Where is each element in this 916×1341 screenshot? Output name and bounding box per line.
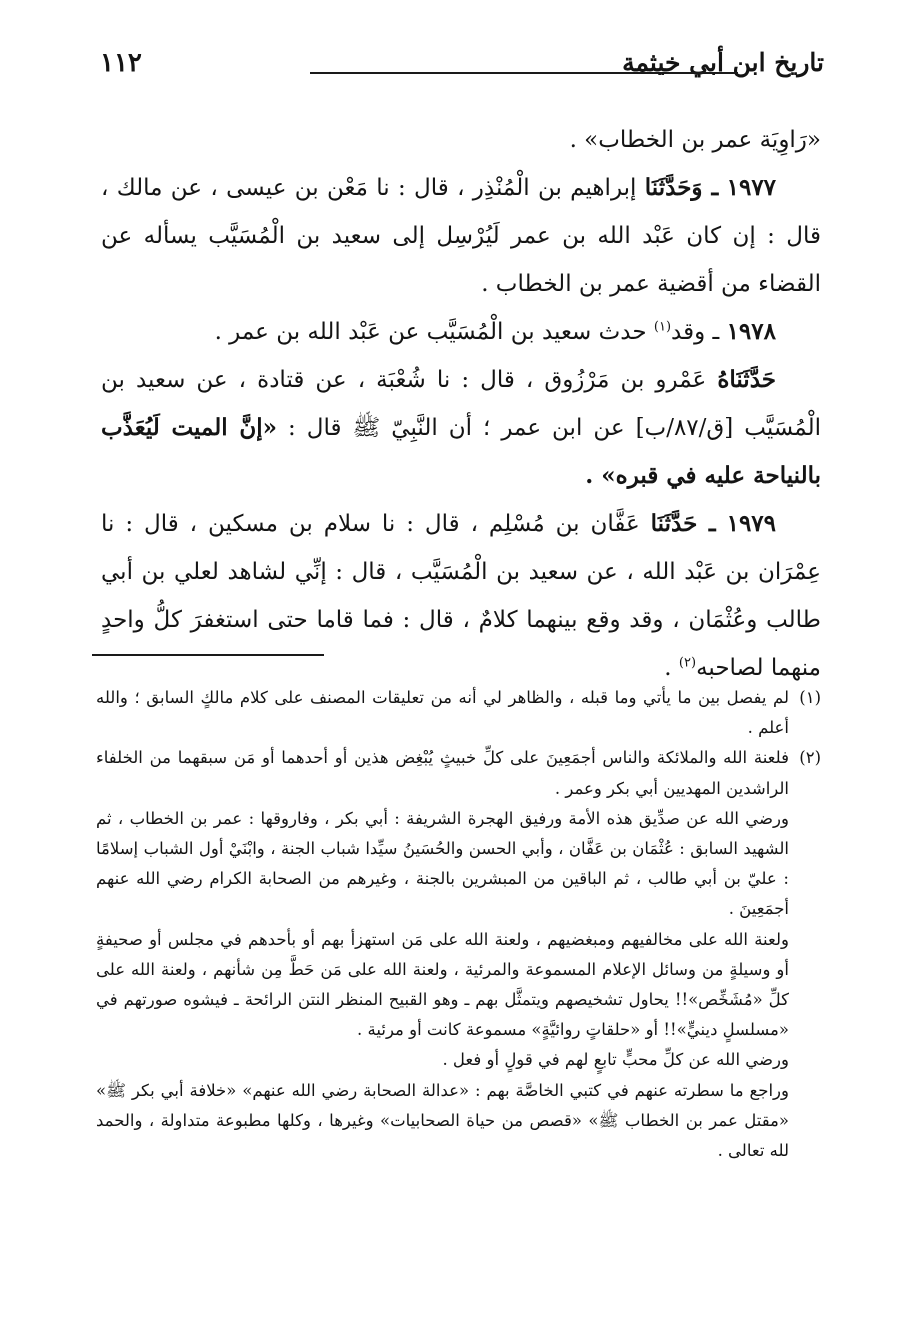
footnote-2-paragraph: ورضي الله عن كلِّ محبٍّ تابعٍ لهم في قولٍ أو فعل .	[442, 1050, 789, 1070]
narration-keyword: ـ وَحَدَّثَنَا	[644, 174, 719, 201]
footnote-2-paragraph: وراجع ما سطرته عنهم في كتبي الخاصَّة بهم : «عدالة الصحابة رضي الله عنهم» «خلافة أبي بكر ﷺ» «مقتل عمر بن الخطاب ﷺ» «قصص من حياة الصحابيات» وغيرها ، وكلها مطبوعة متداولة ، والحمد لله تعالى .	[96, 1080, 789, 1161]
footnote-number: (١)	[799, 688, 821, 707]
entry-number: ١٩٧٩	[726, 510, 777, 537]
footnote-marker: (١)	[653, 319, 672, 335]
footnote-number: (٢)	[799, 748, 821, 768]
main-text	[101, 116, 821, 692]
footnotes	[96, 683, 821, 1166]
entry-1978	[101, 308, 821, 356]
entry-number: ١٩٧٧	[726, 174, 777, 201]
footnote-2-paragraph: ولعنة الله على مخالفيهم ومبغضيهم ، ولعنة الله على مَن استهزأ بهم أو بأحدهم في مجلس أو صحيفةٍ أو وسيلةٍ من وسائل الإعلام المسموعة والمرئية ، ولعنة الله على مَن حَطَّ مِن شأنهم ، ولعنة الله على كلِّ «مُشَخِّص»!! يحاول تشخيصهم ويتمثَّل بهم ـ وهو القبيح المنظر النتن الرائحة ـ فيشوه صورتهم في «مسلسلٍ دينيٍّ»!! أو «حلقاتٍ روائيَّةٍ» مسموعة كانت أو مرئية .	[96, 929, 789, 1040]
footnote-2-paragraph: ورضي الله عن صدِّيق هذه الأمة ورفيق الهجرة الشريفة : أبي بكر ، وفاروقها : عمر بن الخطاب ، ثم الشهيد السابق : عُثْمَان بن عَفَّان ، وأبي الحسن والحُسَينُ سيِّدا شباب الجنة ، وابْنَيْ أول الشباب إسلامًا : عليّ بن أبي طالب ، ثم الباقين من المبشرين بالجنة ، وغيرهم من الصحابة الكرام رضي الله عنهم أجمَعِينَ .	[96, 808, 789, 919]
running-header-title: تاريخ ابن أبي خيثمة	[622, 48, 824, 77]
entry-1977	[101, 164, 821, 308]
page-number: ١١٢	[100, 48, 142, 78]
entry-text: عَمْرو بن مَرْزُوق ، قال : نا شُعْبَة ، عن قتادة ، عن سعيد بن الْمُسَيَّب [ق/٨٧/ب] عن ابن عمر ؛ أن النَّبِيّ ﷺ قال :	[101, 367, 821, 441]
footnote-text: لم يفصل بين ما يأتي وما قبله ، والظاهر لي أنه من تعليقات المصنف على كلام مالكٍ السابق ؛ والله أعلم .	[96, 688, 789, 738]
footnote-text: فلعنة الله والملائكة والناس أجمَعِينَ على كلِّ خبيثٍ يُبْغِض هذين أو أحدهما أو مَن سبقهما من الخلفاء الراشدين المهديين أبي بكر وعمر .	[96, 748, 789, 798]
entry-1978-chain	[101, 356, 821, 500]
footnote-2	[96, 743, 821, 803]
narration-keyword: ـ حَدَّثَنَا	[650, 510, 716, 537]
footnote-separator	[92, 654, 324, 656]
footnote-1	[96, 683, 821, 743]
narration-keyword: حَدَّثَنَاهُ	[717, 366, 777, 393]
entry-1979	[101, 500, 821, 692]
header-rule	[310, 72, 738, 74]
footnote-marker: (٢)	[678, 655, 697, 671]
entry-text: عَفَّان بن مُسْلِم ، قال : نا سلام بن مسكين ، قال : نا عِمْرَان بن عَبْد الله ، عن سعيد بن الْمُسَيَّب ، قال : إنِّي لشاهد لعلي بن أبي طالب وعُثْمَان ، وقد وقع بينهما كلامٌ ، قال : فما قاما حتى استغفرَ كلُّ واحدٍ منهما لصاحبه	[101, 511, 821, 681]
entry-prefix: ـ وقد	[671, 319, 720, 345]
continuation-line: «رَاوِيَة عمر بن الخطاب» .	[569, 127, 821, 153]
entry-end: .	[664, 655, 672, 681]
entry-number: ١٩٧٨	[726, 318, 776, 345]
entry-text: حدث سعيد بن الْمُسَيَّب عن عَبْد الله بن عمر .	[214, 319, 647, 345]
entry-text: إبراهيم بن الْمُنْذِر ، قال : نا مَعْن بن عيسى ، عن مالك ، قال : إن كان عَبْد الله بن عمر لَيُرْسِل إلى سعيد بن الْمُسَيَّب يسأله عن القضاء من أقضية عمر بن الخطاب .	[101, 175, 821, 297]
hadith-text: «إنَّ الميت لَيُعَذَّب بالنياحة عليه في قبره» .	[101, 414, 821, 489]
